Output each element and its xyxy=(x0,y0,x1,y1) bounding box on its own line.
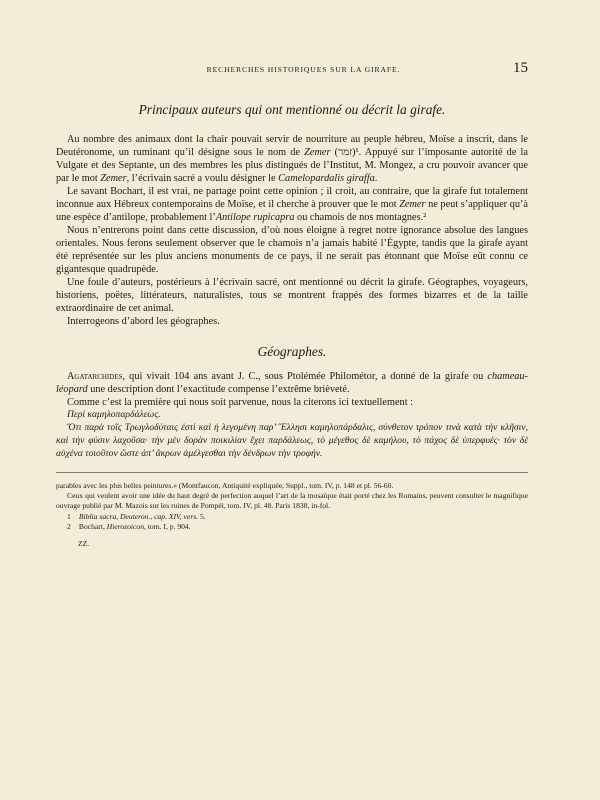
text-run: Bochart, xyxy=(78,522,107,532)
text-run: ne peut s’appliquer qu’à une espèce d’antilope, probablement l’ xyxy=(56,199,528,223)
footnote-number: 1 xyxy=(67,511,71,521)
footnote-citation: Biblia sacra, Deuteron., cap. XIV, vers. xyxy=(78,511,199,521)
italic-term: Zemer xyxy=(304,147,331,158)
footnote-continuation: parables avec les plus belles peintures.» (Montfaucon, Antiquité expliquée, Suppl., tom. IV, p. 148 et pl. 56-60. xyxy=(56,480,394,490)
italic-term: chameau-léopard xyxy=(56,371,528,395)
paragraph xyxy=(56,185,528,224)
paragraph xyxy=(56,133,528,185)
footnote-divider xyxy=(56,472,528,473)
running-title: RECHERCHES HISTORIQUES SUR LA GIRAFE. xyxy=(206,65,401,74)
paragraph: Interrogeons d’abord les géographes. xyxy=(67,316,220,327)
footnote-2 xyxy=(56,522,528,532)
italic-term: Antilope rupicapra xyxy=(215,212,295,223)
footnote-1 xyxy=(56,512,528,522)
text-run: Le savant Bochart, il est vrai, ne partage point cette opinion ; il croit, au contraire, que la girafe fut totalement inconnue aux Hébreux contemporains de Moïse, et il cherche à prouver que le mot xyxy=(56,186,528,210)
page-number: 15 xyxy=(513,60,528,76)
italic-term: Zemer xyxy=(100,173,127,184)
paragraph: Nous n’entrerons point dans cette discussion, d’où nous éloigne à regret notre ignorance absolue des langues orientales. Nous ferons seulement observer que le chamois n’a jamais habité l’Égypte, tandis que la girafe ayant été représentée sur les plus anciens monuments de ce pays, il ne serait pas étonnant que Moïse eût connu ce gigantesque quadrupède. xyxy=(56,225,528,275)
section-heading-principaux-auteurs: Principaux auteurs qui ont mentionné ou décrit la girafe. xyxy=(138,102,446,117)
running-head xyxy=(56,60,528,77)
text-run: , l’écrivain sacré a voulu désigner le xyxy=(126,173,279,184)
text-run: une description dont l’exactitude compense l’extrême brièveté. xyxy=(87,384,350,395)
text-run: 5. xyxy=(198,511,206,521)
text-run: (זמר)¹. Appuyé sur l’imposante autorité de la Vulgate et des Septante, un des membres les plus distingués de l’Institut, M. Mongez, a cru pouvoir avancer que par le mot xyxy=(56,147,528,184)
paragraph xyxy=(56,370,528,396)
text-run: , qui vivait 104 ans avant J. C., sous Ptolémée Philométor, a donné de la girafe ou xyxy=(122,371,488,382)
text-run: ou chamois de nos montagnes.² xyxy=(294,212,427,223)
paragraph: Une foule d’auteurs, postérieurs à l’écrivain sacré, ont mentionné ou décrit la girafe. Géographes, voyageurs, historiens, poëtes, littérateurs, naturalistes, tous se montrent frappés des formes bizarres et de la taille extraordinaire de cet animal. xyxy=(56,277,528,314)
italic-term: Camelopardalis giraffa xyxy=(278,173,375,184)
signature-mark: ZZ. xyxy=(78,538,90,548)
text-run: Au nombre des animaux dont la chair pouvait servir de nourriture au peuple hébreu, Moïse a inscrit, dans le Deutéronome, un ruminant qu’il désigne sous le nom de xyxy=(56,134,528,158)
italic-term: Zemer xyxy=(399,199,426,210)
paragraph: Comme c’est la première qui nous soit parvenue, nous la citerons ici textuellement : xyxy=(67,397,413,408)
page xyxy=(56,60,528,548)
footnote-citation: Hierozoicon xyxy=(106,522,145,532)
footnote-number: 2 xyxy=(67,522,71,532)
text-run: , tom. I, p. 904. xyxy=(144,522,191,532)
section-heading-geographes: Géographes. xyxy=(257,344,327,359)
greek-quote-title: Περὶ καμηλοπαρδάλεως. xyxy=(67,409,161,420)
author-name: Agatarchides xyxy=(67,371,123,382)
footnote-paragraph: Ceux qui veulent avoir une idée du haut degré de perfection auquel l’art de la mosaïque était porté chez les Romains, peuvent consulter le magnifique ouvrage publié par M. Mazois sur les ruines de Pompéi, tom. IV, pl. 48. Paris 1838, in-fol. xyxy=(56,491,528,511)
greek-quote: Ὅτι παρὰ τοῖς Τρωγλοδύταις ἐστὶ καὶ ἡ λεγομένη παρ’ Ἕλλησι καμηλοπάρδαλις, σύνθετον τρόπον τινὰ κατὰ τὴν κλῆσιν, καὶ τὴν φύσιν λαχοῦσα· τὴν μὲν δορὰν ποικιλίαν ἔχει παρδάλεως, τὸ μέγεθος δὲ καμήλου, τὸ πάχος δὲ ὑπερφυές· τὸν δὲ αὐχένα τοιοῦτον ὥστε ἀπ’ ἄκρων ἀμέλγεσθαι τὴν δένδρων τὴν τροφήν. xyxy=(56,422,528,460)
text-run: . xyxy=(374,173,378,184)
